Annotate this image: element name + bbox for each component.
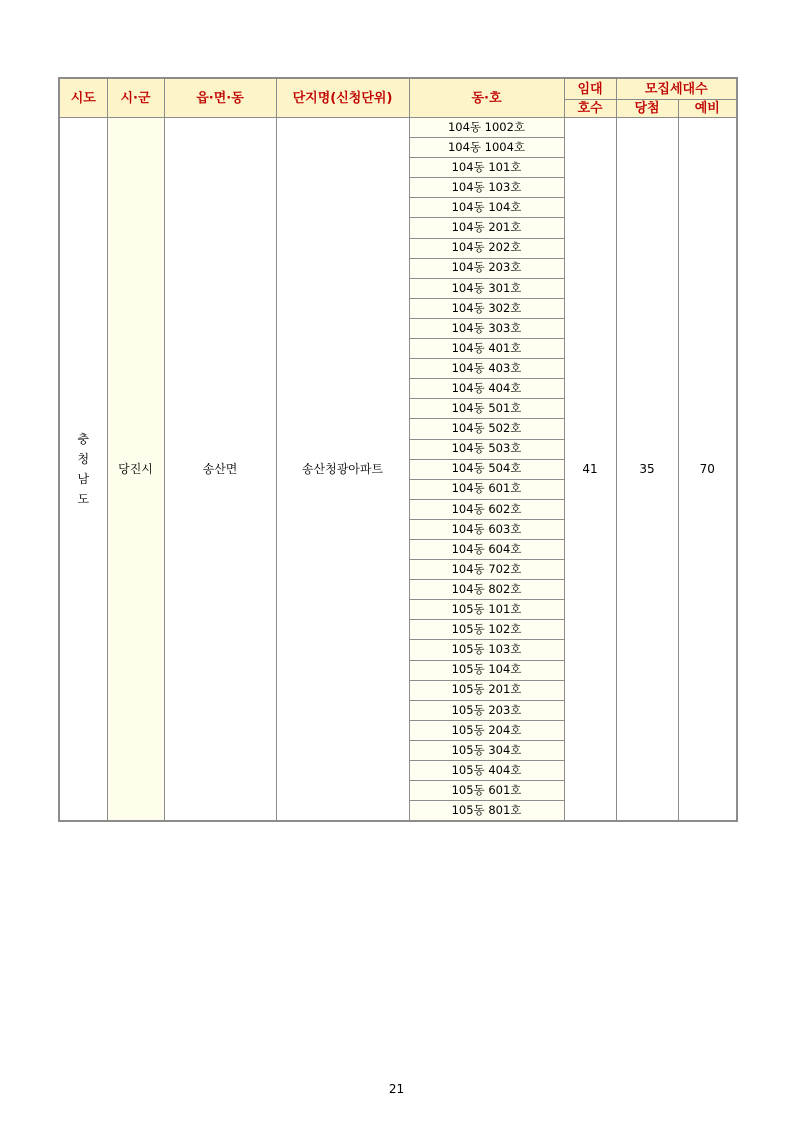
table-body (59, 118, 737, 822)
eupmyeondong-cell: 송산면 (164, 118, 276, 822)
dongho-cell: 104동 504호 (409, 459, 564, 479)
dongho-cell: 104동 203호 (409, 258, 564, 278)
dongho-cell: 104동 301호 (409, 278, 564, 298)
sido-cell (59, 118, 107, 822)
dongho-cell: 104동 404호 (409, 379, 564, 399)
dongho-cell: 104동 303호 (409, 318, 564, 338)
sido-char: 남 (77, 472, 90, 487)
dongho-cell: 104동 503호 (409, 439, 564, 459)
sigun-cell: 당진시 (107, 118, 164, 822)
dongho-cell: 104동 302호 (409, 298, 564, 318)
dongho-cell: 105동 104호 (409, 660, 564, 680)
dongho-cell: 105동 103호 (409, 640, 564, 660)
dongho-cell: 104동 403호 (409, 359, 564, 379)
complex-cell: 송산청광아파트 (276, 118, 409, 822)
win-cell: 35 (616, 118, 678, 822)
dongho-cell: 105동 601호 (409, 781, 564, 801)
dongho-cell: 104동 802호 (409, 580, 564, 600)
dongho-cell: 104동 201호 (409, 218, 564, 238)
dongho-cell: 104동 602호 (409, 499, 564, 519)
header-eupmyeondong: 읍·면·동 (164, 78, 276, 118)
table-row (59, 118, 737, 138)
reserve-cell: 70 (678, 118, 737, 822)
dongho-cell: 105동 203호 (409, 700, 564, 720)
page-number: 21 (388, 1082, 405, 1096)
header-win: 당첨 (616, 100, 678, 118)
header-sido: 시도 (59, 78, 107, 118)
header-complex: 단지명(신청단위) (276, 78, 409, 118)
dongho-cell: 104동 104호 (409, 198, 564, 218)
rent-units-cell: 41 (564, 118, 616, 822)
dongho-cell: 104동 1002호 (409, 118, 564, 138)
header-sigun: 시·군 (107, 78, 164, 118)
dongho-cell: 105동 101호 (409, 600, 564, 620)
dongho-cell: 105동 102호 (409, 620, 564, 640)
dongho-cell: 104동 502호 (409, 419, 564, 439)
dongho-cell: 105동 304호 (409, 740, 564, 760)
dongho-cell: 104동 1004호 (409, 138, 564, 158)
dongho-cell: 104동 202호 (409, 238, 564, 258)
dongho-cell: 104동 401호 (409, 339, 564, 359)
sido-text (76, 429, 90, 509)
header-rent-line1: 임대 (564, 78, 616, 100)
sido-char: 청 (77, 452, 90, 467)
header-rent-line2: 호수 (564, 100, 616, 118)
dongho-cell: 105동 801호 (409, 801, 564, 822)
dongho-cell: 105동 204호 (409, 720, 564, 740)
dongho-cell: 104동 103호 (409, 178, 564, 198)
sido-char: 도 (77, 492, 90, 507)
dongho-cell: 104동 101호 (409, 158, 564, 178)
dongho-cell: 105동 201호 (409, 680, 564, 700)
dongho-cell: 104동 501호 (409, 399, 564, 419)
housing-table (58, 77, 738, 822)
dongho-cell: 104동 601호 (409, 479, 564, 499)
dongho-cell: 104동 702호 (409, 560, 564, 580)
header-dongho: 동·호 (409, 78, 564, 118)
dongho-cell: 104동 603호 (409, 519, 564, 539)
dongho-cell: 104동 604호 (409, 539, 564, 559)
sido-char: 충 (77, 432, 90, 447)
dongho-cell: 105동 404호 (409, 761, 564, 781)
header-recruit: 모집세대수 (616, 78, 737, 100)
header-reserve: 예비 (678, 100, 737, 118)
